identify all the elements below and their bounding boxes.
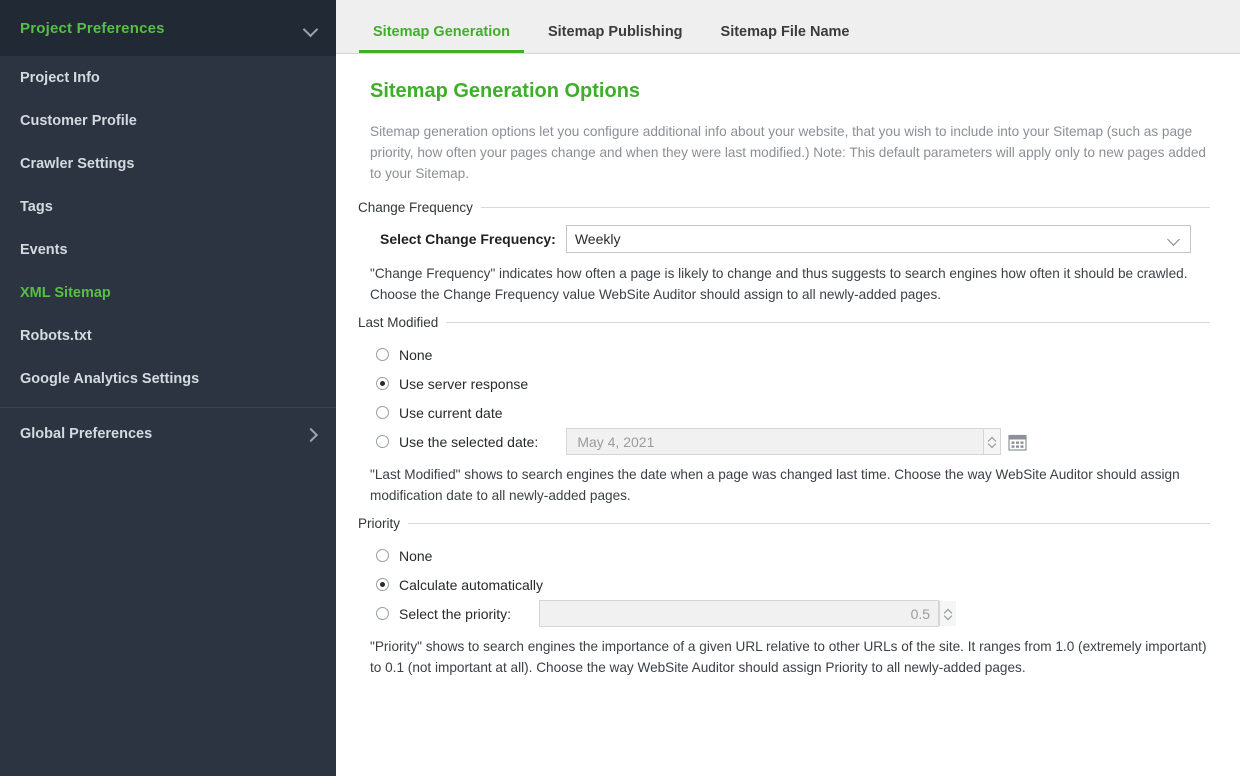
sidebar-item-crawler-settings[interactable] bbox=[0, 142, 336, 185]
sidebar-title: Project Preferences bbox=[20, 19, 165, 37]
group-change-frequency bbox=[358, 200, 1210, 305]
change-frequency-label: Select Change Frequency: bbox=[380, 231, 556, 247]
radio-icon[interactable] bbox=[376, 406, 389, 419]
sidebar-item-customer-profile[interactable] bbox=[0, 99, 336, 142]
change-frequency-row bbox=[358, 225, 1210, 253]
radio-label: None bbox=[399, 346, 433, 363]
tab-label: Sitemap Publishing bbox=[547, 24, 683, 40]
last-modified-option-server-response[interactable] bbox=[376, 369, 1210, 398]
tab-sitemap-generation[interactable] bbox=[359, 24, 524, 53]
sidebar-item-project-info[interactable] bbox=[0, 56, 336, 99]
group-label: Priority bbox=[358, 516, 401, 531]
priority-stepper[interactable] bbox=[939, 601, 956, 626]
radio-icon[interactable] bbox=[376, 348, 389, 361]
sidebar-divider bbox=[0, 407, 336, 408]
radio-icon[interactable] bbox=[376, 377, 389, 390]
sidebar-item-label: Project Info bbox=[20, 69, 100, 86]
group-last-modified bbox=[358, 315, 1210, 506]
radio-icon[interactable] bbox=[376, 607, 389, 620]
tab-sitemap-publishing[interactable] bbox=[534, 24, 697, 53]
radio-label: Use the selected date: bbox=[399, 433, 539, 450]
page-description: Sitemap generation options let you configure additional info about your website, that you wish to include into your Sitemap (such as page priority, how often your pages change and when they were last modified.) Note: This default parameters will apply only to new pages added to your Sitemap. bbox=[370, 124, 1206, 181]
chevron-right-icon bbox=[306, 429, 316, 439]
main-panel bbox=[336, 0, 1240, 776]
sidebar-item-xml-sitemap[interactable] bbox=[0, 271, 336, 314]
group-rule bbox=[408, 523, 1210, 524]
date-stepper[interactable] bbox=[983, 429, 1000, 454]
group-priority bbox=[358, 516, 1210, 678]
priority-option-calculate-automatically[interactable] bbox=[376, 570, 1210, 599]
radio-label: Use current date bbox=[399, 404, 503, 421]
stepper-down-icon[interactable] bbox=[989, 442, 996, 447]
sidebar-item-global-preferences[interactable] bbox=[0, 412, 336, 455]
radio-icon[interactable] bbox=[376, 578, 389, 591]
priority-input[interactable] bbox=[539, 600, 939, 627]
tab-label: Sitemap File Name bbox=[720, 24, 850, 40]
sidebar-item-label: Robots.txt bbox=[20, 327, 92, 344]
selected-date-input[interactable] bbox=[566, 428, 1001, 455]
group-rule bbox=[481, 207, 1210, 208]
radio-label: Calculate automatically bbox=[399, 576, 543, 593]
date-picker-group bbox=[538, 428, 1210, 455]
priority-help: "Priority" shows to search engines the importance of a given URL relative to other URLs of the site. It ranges from 1.0 (extremely important) to 0.1 (not important at all). Choose the way WebSite Auditor should assign Priority to all newly-added pages. bbox=[370, 639, 1207, 675]
tab-sitemap-file-name[interactable] bbox=[707, 24, 864, 53]
radio-icon[interactable] bbox=[376, 549, 389, 562]
sidebar-item-label: Customer Profile bbox=[20, 112, 137, 129]
settings-content bbox=[336, 54, 1240, 678]
group-label: Change Frequency bbox=[358, 200, 473, 215]
sidebar-item-label: Crawler Settings bbox=[20, 155, 135, 172]
priority-stepper-group bbox=[539, 600, 956, 627]
group-header bbox=[358, 200, 1210, 215]
radio-label: Use server response bbox=[399, 375, 529, 392]
sidebar-header[interactable] bbox=[0, 0, 336, 56]
group-header bbox=[358, 315, 1210, 330]
change-frequency-help: "Change Frequency" indicates how often a page is likely to change and thus suggests to search engines how often it should be crawled. Choose the Change Frequency value WebSite Auditor should assign to all newly-added pages. bbox=[370, 266, 1188, 302]
sidebar bbox=[0, 0, 336, 776]
selected-date-value: May 4, 2021 bbox=[577, 433, 655, 450]
group-header bbox=[358, 516, 1210, 531]
sidebar-item-label: Global Preferences bbox=[20, 425, 153, 442]
sidebar-item-label: Tags bbox=[20, 198, 53, 215]
sidebar-item-label: Google Analytics Settings bbox=[20, 370, 200, 387]
radio-icon[interactable] bbox=[376, 435, 389, 448]
stepper-down-icon[interactable] bbox=[945, 614, 952, 619]
radio-label: Select the priority: bbox=[399, 605, 512, 622]
change-frequency-select[interactable] bbox=[566, 225, 1191, 253]
sidebar-item-tags[interactable] bbox=[0, 185, 336, 228]
sidebar-item-google-analytics-settings[interactable] bbox=[0, 357, 336, 400]
sidebar-item-label: Events bbox=[20, 241, 68, 258]
chevron-down-icon bbox=[1168, 235, 1180, 243]
sidebar-item-events[interactable] bbox=[0, 228, 336, 271]
priority-value: 0.5 bbox=[910, 605, 931, 622]
tab-bar bbox=[336, 0, 1240, 54]
last-modified-option-current-date[interactable] bbox=[376, 398, 1210, 427]
group-label: Last Modified bbox=[358, 315, 439, 330]
change-frequency-value: Weekly bbox=[574, 231, 621, 247]
last-modified-option-none[interactable] bbox=[376, 340, 1210, 369]
group-rule bbox=[446, 322, 1210, 323]
tab-label: Sitemap Generation bbox=[373, 24, 510, 40]
chevron-down-icon[interactable] bbox=[304, 24, 318, 33]
priority-option-select-priority[interactable] bbox=[376, 599, 1210, 628]
priority-option-none[interactable] bbox=[376, 541, 1210, 570]
sidebar-item-robots-txt[interactable] bbox=[0, 314, 336, 357]
page-title: Sitemap Generation Options bbox=[370, 80, 641, 102]
radio-label: None bbox=[399, 547, 433, 564]
last-modified-option-selected-date[interactable] bbox=[376, 427, 1210, 456]
last-modified-help: "Last Modified" shows to search engines the date when a page was changed last time. Choose the way WebSite Auditor should assign modification date to all newly-added pages. bbox=[370, 467, 1180, 503]
calendar-icon[interactable] bbox=[1005, 429, 1029, 454]
sidebar-item-label: XML Sitemap bbox=[20, 284, 111, 301]
